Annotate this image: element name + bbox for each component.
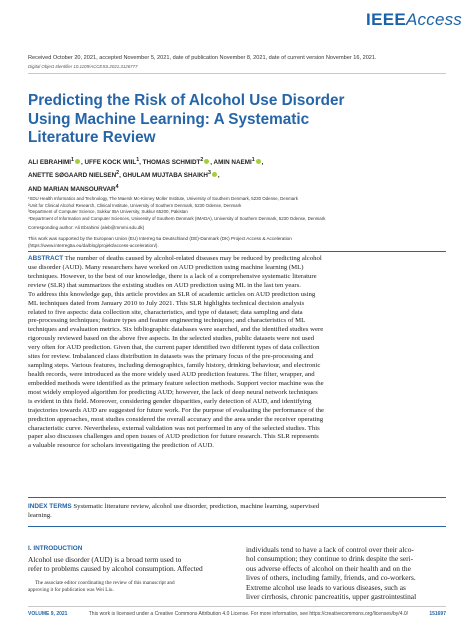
body-line: hol consumption; they continue to drink despite the seri- (246, 554, 414, 564)
author-separator: , (217, 172, 220, 180)
abstract-line: review (SLR) that summarizes the existing studies on AUD prediction using ML in the last ten years. (28, 281, 301, 289)
affil-sup: 2 (116, 170, 120, 177)
affiliation-line: ¹SDU Health Informatics and Technology, The Maersk Mc-Kinney Moller Institute, University of Southern Denmark, 5230 Odense, Denmark (28, 196, 298, 201)
orcid-icon[interactable] (212, 172, 217, 177)
orcid-icon[interactable] (75, 159, 80, 164)
right-column (246, 545, 449, 601)
abstract-line: characteristic curve. Nevertheless, external validation was not performed in any of the selected studies. This (28, 424, 320, 432)
affil-sup: 1 (71, 157, 74, 163)
author-list (28, 155, 263, 195)
logo-access-text: Access (406, 10, 462, 29)
abstract-line: use disorder (AUD). Many researchers have worked on AUD prediction using machine learning (ML) (28, 263, 304, 271)
author-name: , AMIN NAEMI (210, 159, 252, 167)
intro-paragraph-continued (246, 545, 449, 601)
abstract-line: paper also discusses challenges and open issues of AUD prediction for future research. This SLR represents (28, 433, 319, 441)
author-name: , GHULAM MUJTABA SHAIKH (119, 172, 208, 180)
abstract-line: pre-processing techniques; feature types and feature engineering techniques; and characteristics of ML (28, 317, 306, 325)
logo-ieee-text: IEEE (366, 10, 406, 29)
abstract-line: very often for AUD prediction. Given that, the current paper identified two different types of data collection (28, 344, 320, 352)
index-terms-line: learning. (28, 512, 52, 519)
abstract-line: trajectories towards AUD are suggested for future work. For the purpose of evaluating the performance of the (28, 406, 324, 414)
abstract-line: ML techniques dated from January 2010 to July 2021. This SLR highlights technical decision analysis (28, 299, 305, 307)
editor-footnote (28, 580, 231, 594)
abstract-first-line: The number of deaths caused by alcohol-related diseases may be reduced by predicting alcohol (64, 255, 322, 262)
abstract-line: techniques and evaluation metrics. Six bibliographic databases were searched, and the identified studies were (28, 326, 324, 334)
abstract-line: rigorously reviewed based on the above five aspects. In the selected studies, public datasets were not used (28, 335, 315, 343)
body-line: refer to problems caused by alcohol consumption. Affected (28, 564, 203, 574)
affiliations (28, 196, 325, 222)
footnote-line: The associate editor coordinating the review of this manuscript and (35, 579, 175, 586)
page-number: 151697 (429, 611, 446, 617)
index-terms (28, 502, 448, 520)
author-separator: , (261, 159, 264, 167)
affiliation-line: ²Unit for Clinical Alcohol Research, Clinical Institute, University of Southern Denmark, 5230 Odense, Denmark (28, 202, 242, 208)
page-footer (28, 611, 446, 617)
affiliation-line: ⁴Department of Information and Computer Sciences, University of Southern Denmark (IMADA), University of Southern Denmark, 5230 Odense, Denmark (28, 215, 326, 221)
title-line: Predicting the Risk of Alcohol Use Disorder (28, 92, 345, 109)
paper-title (28, 92, 428, 148)
body-line: individuals tend to have a lack of control over their alco- (246, 545, 414, 554)
abstract-line: most widely employed algorithm for predicting AUD; however, the lack of deep neural network techniques (28, 388, 318, 396)
index-terms-line (28, 502, 448, 511)
funding-statement (28, 236, 448, 249)
orcid-icon[interactable] (256, 159, 261, 164)
ieee-access-logo (366, 10, 462, 30)
author-name: , THOMAS SCHMIDT (139, 159, 201, 167)
abstract-line: techniques. However, to the best of our knowledge, there is a lack of a comprehensive systematic literature (28, 272, 317, 280)
author-line (28, 168, 263, 181)
author-name: , UFFE KOCK WIIL (80, 159, 137, 167)
abstract-line: sites for review. Imbalanced class distribution in datasets was the primary focus of the pre-processing and (28, 353, 314, 361)
abstract-line: prediction approaches, most studies considered the overall accuracy and the area under the receiver operating (28, 415, 324, 423)
index-terms-label: INDEX TERMS (28, 503, 72, 510)
title-line: Literature Review (28, 129, 156, 146)
abstract-line: To address this knowledge gap, this article provides an SLR of academic articles on AUD prediction using (28, 290, 316, 298)
body-line: liver cirrhosis, chronic pancreatitis, upper gastrointestinal (246, 592, 417, 602)
license-text: This work is licensed under a Creative Commons Attribution 4.0 License. For more information, see https://creativecommons.org/licenses/by/4.0/ (88, 611, 409, 617)
abstract-line: a valuable resource for scholars investigating the prediction of AUD. (28, 442, 214, 450)
left-column (28, 545, 231, 594)
abstract-line: is evident in this field. Moreover, considering gender disparities, early detection of AUD, and identifying (28, 397, 312, 405)
title-line: Using Machine Learning: A Systematic (28, 110, 310, 128)
author-name: ANETTE SØGAARD NIELSEN (28, 172, 117, 180)
affil-sup: 1 (136, 157, 140, 163)
volume-label: VOLUME 9, 2021 (28, 611, 68, 617)
body-line: Extreme alcohol use leads to various diseases, such as (246, 582, 406, 592)
intro-paragraph (28, 555, 231, 574)
abstract-line: sampling steps. Various features, including demographics, family history, drinking behaviour, and electronic (28, 362, 321, 370)
abstract-line (28, 255, 448, 264)
affil-sup: 3 (207, 170, 211, 177)
corresponding-author: Corresponding author: Ali Ebrahimi (aleb@mmmi.sdu.dk) (28, 225, 145, 230)
footer-divider (28, 606, 446, 607)
funding-line: This work was supported by the European Union (EU) Interreg 5a Deutschland (DE)-Danmark (DK) Project Access & Acceleration (28, 236, 292, 241)
author-line (28, 155, 263, 168)
author-name: ALI EBRAHIMI (28, 159, 72, 167)
author-line (28, 182, 263, 195)
footnote-line: approving it for publication was Wei Liu. (28, 586, 114, 593)
index-terms-text: Systematic literature review, alcohol use disorder, prediction, machine learning, supervised (73, 503, 320, 510)
affil-sup: 4 (115, 183, 119, 190)
abstract-bottom-rule (28, 526, 446, 527)
index-terms-rule (28, 497, 446, 498)
orcid-icon[interactable] (204, 159, 209, 164)
author-name: AND MARIAN MANSOURVAR (28, 185, 116, 193)
abstract-line: embedded methods were identified as the primary feature selection methods. Support vector machine was the (28, 379, 324, 387)
section-heading-introduction: I. INTRODUCTION (28, 545, 83, 552)
affiliation-line: ³Department of Computer Science, Sukkur IBA University, Sukkur 65200, Pakistan (28, 209, 188, 215)
abstract-label: ABSTRACT (28, 255, 64, 262)
body-line: Alcohol use disorder (AUD) is a broad term used to (28, 555, 182, 564)
body-line: lives of others, including family, friends, and co-workers. (246, 573, 416, 583)
body-line: ous adverse effects of alcohol on their health and on the (246, 563, 411, 573)
abstract-line: related to five aspects: data collection site, characteristics, and type of dataset; data sampling and data (28, 308, 303, 316)
affil-sup: 1 (251, 157, 255, 163)
abstract-line: health records, were introduced as the more widely used AUD prediction features. The filter, wrapper, and (28, 370, 315, 378)
doi-identifier: Digital Object Identifier 10.1109/ACCESS.2021.3126777 (28, 64, 138, 69)
affil-sup: 2 (200, 157, 204, 163)
abstract (28, 255, 448, 451)
funding-line: (https://www.interreg5a.eu/da/blog/projekt/access-acceleration/). (28, 242, 159, 248)
header-divider (28, 73, 446, 74)
publication-dates: Received October 20, 2021, accepted November 5, 2021, date of publication November 8, 2021, date of current version November 16, 2021. (28, 55, 377, 61)
abstract-top-rule (28, 251, 446, 252)
